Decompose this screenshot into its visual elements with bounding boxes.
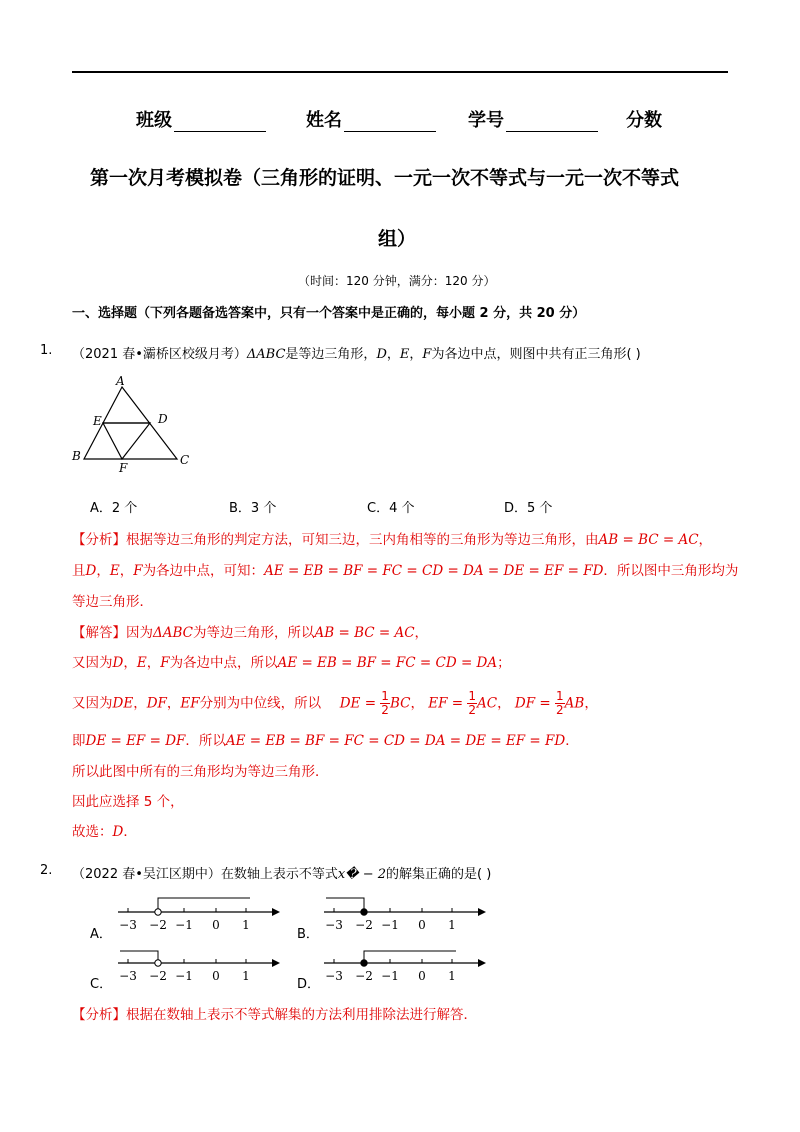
fraction-half: $\frac{1}{2}$ (468, 689, 477, 717)
axis-arrow (478, 959, 486, 967)
analysis-line2: 且D，E，F为各边中点，可知：AE = EB = BF = FC = CD = DA = DE = EF = FD．所以图中三角形均为 (72, 563, 739, 579)
axis-arrow (478, 908, 486, 916)
solution-ray (120, 951, 158, 963)
student-id-field[interactable]: 学号 (468, 106, 598, 132)
inner-triangle (103, 423, 150, 459)
label-d: D (158, 412, 168, 426)
option-d[interactable]: D．5 个 (504, 501, 553, 516)
solution-ray (158, 898, 250, 912)
tick-label: 0 (212, 969, 220, 983)
tick-label: −3 (325, 918, 343, 932)
solution-line6: 因此应选择 5 个， (72, 794, 184, 810)
tick-label: 1 (448, 918, 456, 932)
option-b[interactable]: B． (297, 927, 319, 942)
student-id-blank[interactable] (506, 111, 598, 132)
analysis-line3: 等边三角形． (72, 594, 153, 610)
page-title-line1: 第一次月考模拟卷（三角形的证明、一元一次不等式与一元一次不等式 (90, 167, 680, 189)
tick-label: −3 (325, 969, 343, 983)
solution-line1: 【解答】因为ΔABC为等边三角形，所以AB = BC = AC， (72, 625, 429, 641)
open-endpoint (155, 909, 161, 915)
axis-arrow (272, 959, 280, 967)
top-rule (72, 71, 728, 73)
closed-endpoint (361, 960, 367, 966)
label-f: F (119, 461, 128, 472)
tick-label: −3 (119, 969, 137, 983)
name-field[interactable]: 姓名 (306, 106, 436, 132)
tick-label: −2 (355, 969, 373, 983)
option-c[interactable]: C． (90, 977, 113, 992)
number-line-a[interactable] (110, 890, 285, 940)
option-a[interactable]: A． (90, 927, 112, 942)
number-line-c[interactable] (110, 945, 285, 990)
option-a[interactable]: A．2 个 (90, 501, 138, 516)
number-line-b[interactable] (316, 890, 491, 940)
label-b: B (72, 449, 81, 463)
tick-label: −1 (381, 918, 399, 932)
tick-label: −1 (175, 918, 193, 932)
question-stem: （2021 春•灞桥区校级月考）ΔABC是等边三角形，D，E，F为各边中点，则图中共有正三角形( ) (72, 347, 641, 362)
solution-line2: 又因为D，E，F为各边中点，所以AE = EB = BF = FC = CD = DA； (72, 655, 511, 671)
question-stem: （2022 春•吴江区期中）在数轴上表示不等式x� − 2的解集正确的是( ) (72, 867, 492, 882)
fraction-half: $\frac{1}{2}$ (381, 689, 389, 717)
solution-line4: 即DE = EF = DF．所以AE = EB = BF = FC = CD = DA = DE = EF = FD． (72, 733, 579, 749)
fraction-half: $\frac{1}{2}$ (556, 689, 564, 717)
tick-label: 1 (242, 969, 250, 983)
page-title-line2: 组） (378, 228, 417, 250)
label-e: E (93, 414, 102, 428)
tick-label: −2 (149, 918, 167, 932)
label-a: A (116, 374, 125, 388)
class-field[interactable]: 班级 (136, 106, 266, 132)
tick-label: 1 (242, 918, 250, 932)
solution-line3: 又因为DE，DF，EF分别为中位线，所以 DE = $\frac{1}{2}$ BC， EF = $\frac{1}{2}$ AC， DF = $\frac{1}{2}$ AB， (72, 689, 598, 717)
tick-label: 1 (448, 969, 456, 983)
axis-arrow (272, 908, 280, 916)
class-blank[interactable] (174, 111, 266, 132)
option-d[interactable]: D． (297, 977, 321, 992)
solution-line7: 故选：D． (72, 824, 137, 840)
closed-endpoint (361, 909, 367, 915)
tick-label: 0 (418, 918, 426, 932)
section-heading: 一、选择题（下列各题备选答案中，只有一个答案中是正确的，每小题 2 分，共 20 分） (72, 306, 586, 321)
label-c: C (180, 453, 190, 467)
solution-ray (364, 951, 456, 963)
tick-label: 0 (418, 969, 426, 983)
analysis-line1: 【分析】根据等边三角形的判定方法，可知三边，三内角相等的三角形为等边三角形，由AB = BC = AC， (72, 532, 713, 548)
solution-ray (326, 898, 364, 912)
tick-label: −1 (381, 969, 399, 983)
tick-label: −2 (149, 969, 167, 983)
exam-meta: （时间：120 分钟，满分：120 分） (298, 274, 496, 288)
tick-label: −3 (119, 918, 137, 932)
tick-label: 0 (212, 918, 220, 932)
tick-label: −1 (175, 969, 193, 983)
tick-label: −2 (355, 918, 373, 932)
option-c[interactable]: C．4 个 (367, 501, 415, 516)
open-endpoint (155, 960, 161, 966)
name-blank[interactable] (344, 111, 436, 132)
analysis-line: 【分析】根据在数轴上表示不等式解集的方法利用排除法进行解答． (72, 1007, 477, 1023)
solution-line5: 所以此图中所有的三角形均为等边三角形． (72, 764, 329, 780)
question-number: 2. (40, 863, 53, 878)
question-number: 1. (40, 343, 53, 358)
option-b[interactable]: B．3 个 (229, 501, 277, 516)
triangle-figure (66, 372, 196, 472)
score-label: 分数 (626, 110, 662, 131)
number-line-d[interactable] (316, 945, 491, 990)
